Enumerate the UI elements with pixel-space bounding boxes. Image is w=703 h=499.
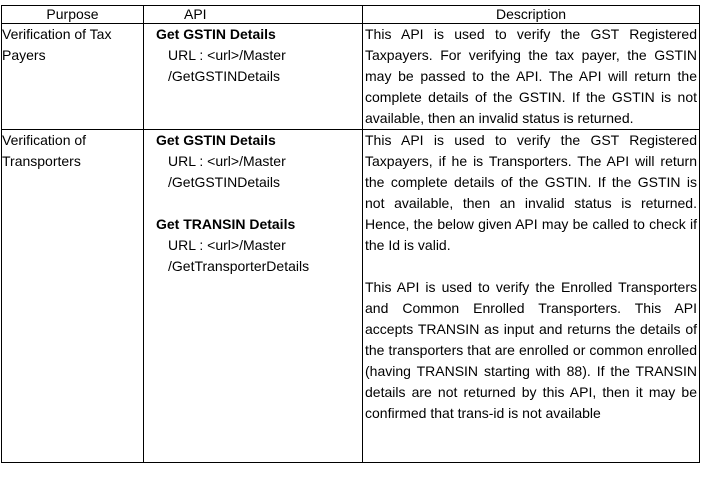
table-header-row — [2, 6, 700, 24]
purpose-cell: Verification of Transporters — [2, 130, 144, 463]
api-path: /GetGSTINDetails — [168, 174, 281, 190]
table-row — [2, 130, 700, 463]
header-api: API — [144, 6, 363, 24]
api-cell — [144, 130, 363, 463]
api-cell — [144, 24, 363, 130]
api-name: Get TRANSIN Details — [156, 216, 296, 232]
api-name: Get GSTIN Details — [156, 26, 276, 42]
header-purpose: Purpose — [2, 6, 144, 24]
description-text: This API is used to verify the GST Registered Taxpayers, if he is Transporters. The API will return the complete details of the GSTIN. If the GSTIN is not available, then an invalid status is returned. Hence, the below given API may be called to check if the Id is valid. — [365, 132, 697, 253]
api-url: URL : <url>/Master — [168, 47, 286, 63]
description-text: This API is used to verify the Enrolled Transporters and Common Enrolled Transporters. This API accepts TRANSIN as input and returns the details of the transporters that are enrolled or common enrolled (having TRANSIN starting with 88). If the TRANSIN details are not returned by this API, then it may be confirmed that trans-id is not available — [365, 279, 697, 421]
api-url: URL : <url>/Master — [168, 237, 286, 253]
description-cell — [363, 24, 700, 130]
spacer — [146, 193, 360, 214]
header-description: Description — [363, 6, 700, 24]
api-name: Get GSTIN Details — [156, 132, 276, 148]
purpose-cell: Verification of Tax Payers — [2, 24, 144, 130]
description-text: This API is used to verify the GST Registered Taxpayers. For verifying the tax payer, the GSTIN may be passed to the API. The API will return the complete details of the GSTIN. If the GSTIN is not available, then an invalid status is returned. — [365, 26, 697, 126]
api-path: /GetTransporterDetails — [168, 258, 310, 274]
spacer — [365, 256, 697, 277]
api-url: URL : <url>/Master — [168, 153, 286, 169]
table-row — [2, 24, 700, 130]
api-path: /GetGSTINDetails — [168, 68, 281, 84]
api-table — [1, 5, 700, 463]
description-cell — [363, 130, 700, 463]
